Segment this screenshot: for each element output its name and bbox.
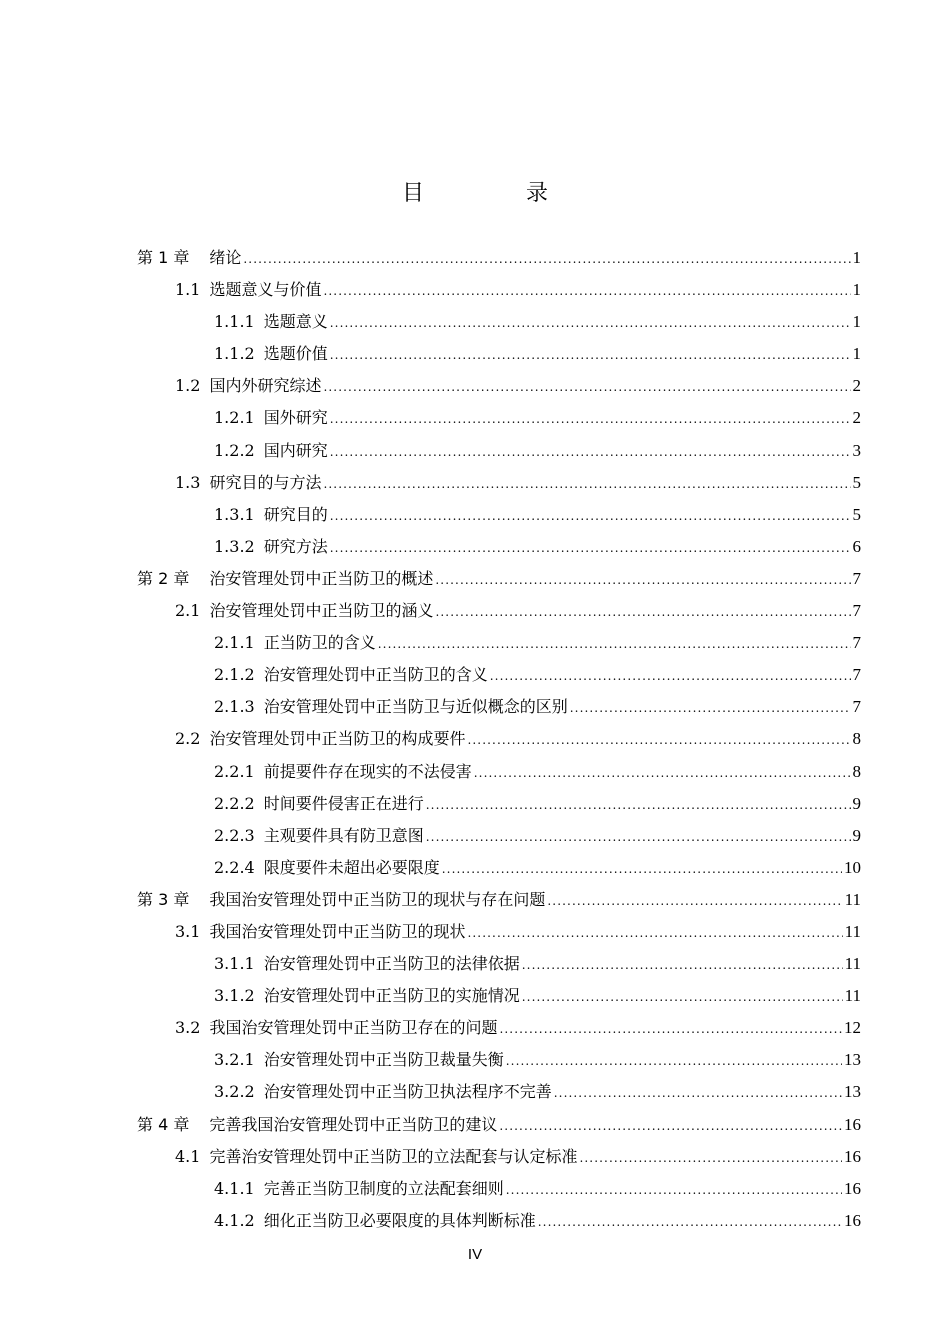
toc-entry-number: 2.1.3 <box>214 697 255 717</box>
toc-entry-page: 13 <box>844 1082 861 1102</box>
toc-entry-page: 12 <box>844 1018 861 1038</box>
toc-entry-page: 3 <box>852 440 861 460</box>
toc-entry-number: 3.1 <box>175 921 201 941</box>
toc-entry-title: 主观要件具有防卫意图 <box>263 825 424 845</box>
toc-dot-leader <box>330 340 851 370</box>
toc-title: 目 录 <box>401 181 588 206</box>
toc-entry-page: 8 <box>852 761 861 781</box>
toc-entry[interactable] <box>137 339 861 371</box>
toc-entry-number: 3.1.1 <box>214 954 255 974</box>
toc-entry-number: 第 3 章 <box>137 889 190 909</box>
toc-entry-number: 2.1.1 <box>214 633 255 653</box>
toc-entry-number: 3.2 <box>175 1018 201 1038</box>
toc-dot-leader <box>467 918 842 948</box>
toc-entry-number: 1.1.2 <box>214 344 255 364</box>
toc-entry-page: 7 <box>852 633 861 653</box>
toc-entry-number: 1.3 <box>175 472 201 492</box>
toc-entry[interactable] <box>137 596 861 628</box>
toc-entry[interactable] <box>137 275 861 307</box>
toc-entry-page: 9 <box>852 793 861 813</box>
toc-entry[interactable] <box>137 628 861 660</box>
toc-entry-page: 7 <box>852 697 861 717</box>
toc-entry-page: 16 <box>844 1146 861 1166</box>
toc-dot-leader <box>490 661 851 691</box>
toc-entry-page: 9 <box>852 825 861 845</box>
toc-entry-page: 5 <box>852 472 861 492</box>
toc-entry[interactable] <box>137 821 861 853</box>
toc-dot-leader <box>474 758 851 788</box>
toc-entry-number: 2.1 <box>175 601 201 621</box>
toc-entry-page: 13 <box>844 1050 861 1070</box>
toc-entry-title: 研究目的与方法 <box>209 472 322 492</box>
toc-entry-page: 11 <box>844 889 861 909</box>
toc-dot-leader <box>538 1207 842 1237</box>
toc-entry-page: 11 <box>844 921 861 941</box>
toc-entry[interactable] <box>137 949 861 981</box>
toc-entry-title: 时间要件侵害正在进行 <box>263 793 424 813</box>
toc-entry-page: 11 <box>844 954 861 974</box>
toc-entry-title: 治安管理处罚中正当防卫裁量失衡 <box>263 1050 504 1070</box>
toc-dot-leader <box>330 501 851 531</box>
toc-entry-title: 选题意义 <box>263 312 328 332</box>
toc-entry-title: 国内研究 <box>263 440 328 460</box>
toc-entry-page: 16 <box>844 1178 861 1198</box>
toc-dot-leader <box>323 372 850 402</box>
toc-entry-page: 16 <box>844 1114 861 1134</box>
toc-entry-title: 完善治安管理处罚中正当防卫的立法配套与认定标准 <box>209 1146 578 1166</box>
toc-entry-title: 治安管理处罚中正当防卫的法律依据 <box>263 954 520 974</box>
toc-dot-leader <box>330 437 851 467</box>
toc-dot-leader <box>330 533 851 563</box>
toc-dot-leader <box>426 822 851 852</box>
toc-dot-leader <box>435 597 850 627</box>
footer-page-number: IV <box>467 1246 483 1263</box>
toc-entry-page: 10 <box>844 857 861 877</box>
toc-entry-page: 1 <box>852 248 861 267</box>
toc-entry[interactable] <box>137 692 861 724</box>
toc-entry-title: 正当防卫的含义 <box>263 633 376 653</box>
toc-entry[interactable] <box>137 403 861 435</box>
toc-entry[interactable] <box>137 1142 861 1174</box>
toc-entry-title: 前提要件存在现实的不法侵害 <box>263 761 472 781</box>
toc-entry-title: 选题意义与价值 <box>209 280 322 300</box>
toc-dot-leader <box>323 276 850 306</box>
toc-entry-number: 1.1.1 <box>214 312 255 332</box>
toc-entry-title: 治安管理处罚中正当防卫与近似概念的区别 <box>263 697 568 717</box>
toc-entry-number: 1.2.2 <box>214 440 255 460</box>
toc-entry[interactable] <box>137 917 861 949</box>
toc-entry-title: 绪论 <box>209 248 242 267</box>
toc-dot-leader <box>378 629 851 659</box>
toc-entry-number: 2.1.2 <box>214 665 255 685</box>
toc-dot-leader <box>506 1175 842 1205</box>
toc-dot-leader <box>435 565 850 595</box>
toc-dot-leader <box>499 1111 842 1141</box>
toc-entry-number: 第 4 章 <box>137 1114 190 1134</box>
toc-entry-number: 1.2.1 <box>214 408 255 428</box>
toc-entry-title: 完善正当防卫制度的立法配套细则 <box>263 1178 504 1198</box>
toc-entry-title: 选题价值 <box>263 344 328 364</box>
toc-entry-title: 治安管理处罚中正当防卫的含义 <box>263 665 488 685</box>
toc-entry[interactable] <box>137 1045 861 1077</box>
toc-entry-title: 限度要件未超出必要限度 <box>263 857 440 877</box>
toc-entry[interactable] <box>137 1077 861 1109</box>
toc-entry-page: 1 <box>852 344 861 364</box>
toc-entry[interactable] <box>137 436 861 468</box>
toc-dot-leader <box>579 1143 842 1173</box>
toc-entry[interactable] <box>137 660 861 692</box>
toc-entry-number: 2.2.2 <box>214 793 255 813</box>
toc-entry-page: 6 <box>852 536 861 556</box>
toc-entry[interactable] <box>137 981 861 1013</box>
toc-entry-title: 治安管理处罚中正当防卫的实施情况 <box>263 986 520 1006</box>
toc-entry[interactable] <box>137 885 861 917</box>
toc-dot-leader <box>522 982 843 1012</box>
toc-entry-title: 研究方法 <box>263 536 328 556</box>
toc-entry-page: 5 <box>852 504 861 524</box>
toc-entry-title: 我国治安管理处罚中正当防卫的现状 <box>209 921 466 941</box>
toc-entry-number: 2.2.4 <box>214 857 255 877</box>
toc-entry-title: 我国治安管理处罚中正当防卫的现状与存在问题 <box>209 889 546 909</box>
toc-entry-title: 治安管理处罚中正当防卫的涵义 <box>209 601 434 621</box>
toc-entry-title: 研究目的 <box>263 504 328 524</box>
toc-dot-leader <box>506 1046 842 1076</box>
toc-entry[interactable] <box>137 757 861 789</box>
toc-entry-title: 治安管理处罚中正当防卫的概述 <box>209 568 434 588</box>
toc-entry-title: 完善我国治安管理处罚中正当防卫的建议 <box>209 1114 498 1134</box>
toc-entry-page: 2 <box>852 376 861 396</box>
toc-entry-page: 11 <box>844 986 861 1006</box>
toc-entry-title: 国外研究 <box>263 408 328 428</box>
toc-entry[interactable] <box>137 1174 861 1206</box>
toc-entry-page: 7 <box>852 568 861 588</box>
toc-entry-number: 1.1 <box>175 280 201 300</box>
toc-entry-page: 8 <box>852 729 861 749</box>
toc-entry-page: 1 <box>852 280 861 300</box>
toc-entry-number: 第 2 章 <box>137 568 190 588</box>
toc-dot-leader <box>467 725 850 755</box>
toc-entry-number: 3.1.2 <box>214 986 255 1006</box>
toc-entry-number: 4.1.2 <box>214 1210 255 1230</box>
toc-list <box>137 243 861 1238</box>
toc-entry[interactable] <box>137 564 861 596</box>
toc-entry-page: 7 <box>852 601 861 621</box>
toc-entry-page: 16 <box>844 1210 861 1230</box>
toc-entry[interactable] <box>137 1013 861 1045</box>
toc-dot-leader <box>522 950 843 980</box>
toc-dot-leader <box>570 693 851 723</box>
toc-entry-number: 1.2 <box>175 376 201 396</box>
toc-entry[interactable] <box>137 1206 861 1238</box>
toc-entry-number: 1.3.1 <box>214 504 255 524</box>
toc-dot-leader <box>442 854 842 884</box>
toc-entry[interactable] <box>137 853 861 885</box>
toc-entry[interactable] <box>137 789 861 821</box>
toc-entry-title: 国内外研究综述 <box>209 376 322 396</box>
toc-entry-page: 7 <box>852 665 861 685</box>
toc-entry[interactable] <box>137 468 861 500</box>
toc-entry[interactable] <box>137 532 861 564</box>
toc-dot-leader <box>323 469 850 499</box>
toc-entry-title: 治安管理处罚中正当防卫执法程序不完善 <box>263 1082 552 1102</box>
toc-dot-leader <box>547 886 842 916</box>
toc-entry-number: 2.2 <box>175 729 201 749</box>
toc-entry-page: 2 <box>852 408 861 428</box>
toc-entry-number: 4.1.1 <box>214 1178 255 1198</box>
toc-entry-number: 3.2.2 <box>214 1082 255 1102</box>
toc-entry-number: 1.3.2 <box>214 536 255 556</box>
toc-dot-leader <box>426 790 851 820</box>
toc-entry[interactable] <box>137 307 861 339</box>
toc-entry-number: 2.2.1 <box>214 761 255 781</box>
toc-entry-title: 治安管理处罚中正当防卫的构成要件 <box>209 729 466 749</box>
toc-dot-leader <box>243 244 850 274</box>
toc-entry-number: 第 1 章 <box>137 248 190 267</box>
toc-entry[interactable] <box>137 1110 861 1142</box>
toc-entry-number: 2.2.3 <box>214 825 255 845</box>
toc-dot-leader <box>330 404 851 434</box>
toc-entry-page: 1 <box>852 312 861 332</box>
toc-entry-title: 我国治安管理处罚中正当防卫存在的问题 <box>209 1018 498 1038</box>
toc-entry-title: 细化正当防卫必要限度的具体判断标准 <box>263 1210 536 1230</box>
toc-dot-leader <box>554 1078 842 1108</box>
toc-dot-leader <box>330 308 851 338</box>
toc-entry-number: 4.1 <box>175 1146 201 1166</box>
toc-entry[interactable] <box>137 724 861 756</box>
toc-entry[interactable] <box>137 243 861 275</box>
toc-entry[interactable] <box>137 500 861 532</box>
toc-entry-number: 3.2.1 <box>214 1050 255 1070</box>
toc-entry[interactable] <box>137 371 861 403</box>
toc-dot-leader <box>499 1014 842 1044</box>
